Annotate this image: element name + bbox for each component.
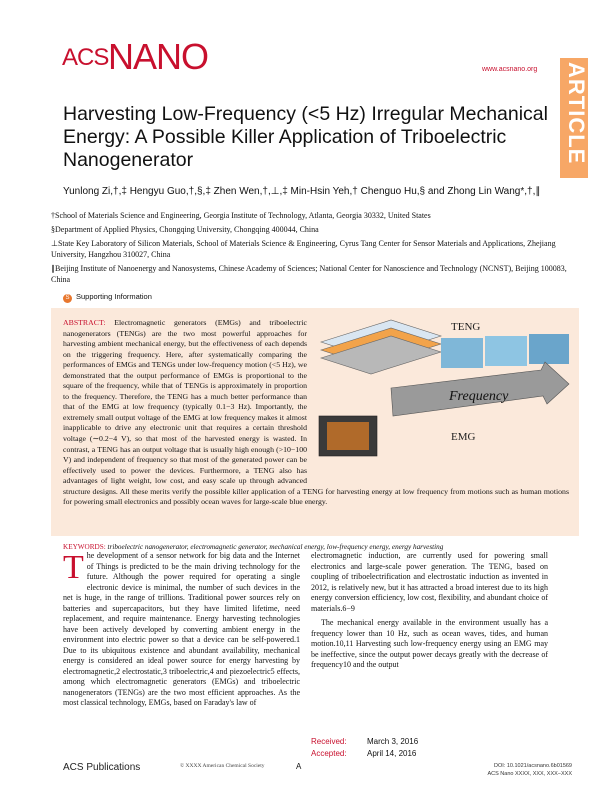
received-date: March 3, 2016	[367, 737, 419, 746]
copyright: © XXXX American Chemical Society	[180, 763, 265, 769]
received-label: Received:	[311, 737, 347, 746]
section-label: ARTICLE	[564, 62, 589, 165]
supporting-info-link[interactable]	[63, 292, 152, 303]
logo-nano: NANO	[108, 36, 209, 77]
abstract-box	[51, 308, 579, 536]
affiliation-2: §Department of Applied Physics, Chongqing University, Chongqing 400044, China	[51, 225, 319, 234]
frequency-label: Frequency	[449, 389, 509, 404]
abstract-text	[63, 318, 569, 508]
body-paragraph-2b: The mechanical energy available in the environment usually has a frequency lower than 10 Hz, such as ocean waves, tides, and human motion.10,11 Harvesting such low-frequency energy using an EMG may be ineffective, since the output power decays greatly with the decrease of frequency10 and the output	[311, 618, 548, 669]
accepted-label: Accepted:	[311, 749, 347, 758]
article-dates	[311, 736, 571, 760]
affiliation-3: ⊥State Key Laboratory of Silicon Materials, School of Materials Science & Engineering, Cyrus Tang Center for Sensor Materials and Applications, Zhejiang University, Hangzhou 310027, China	[51, 239, 556, 259]
journal-url[interactable]: www.acsnano.org	[482, 66, 538, 73]
keywords-list: triboelectric nanogenerator, electromagnetic generator, mechanical energy, low-frequency energy, energy harvesting	[107, 543, 444, 551]
affiliation-4: ∥Beijing Institute of Nanoenergy and Nanosystems, Chinese Academy of Sciences; National Center for Nanoscience and Technology (NCNST), Beijing 100083, China	[51, 264, 567, 284]
author-list: Yunlong Zi,†,‡ Hengyu Guo,†,§,‡ Zhen Wen,†,⊥,‡ Min-Hsin Yeh,† Chenguo Hu,§ and Zhong Lin Wang*,†,∥	[63, 186, 541, 197]
body-column-2	[311, 551, 548, 671]
page-number: A	[296, 762, 302, 771]
logo-acs: ACS	[62, 44, 109, 71]
journal-logo	[62, 38, 212, 84]
body-paragraph-2a: electromagnetic induction, are currently used for powering small electronics and large-scale power generation. The TENG, based on coupling of triboelectrification and electrostatic induction as invented in 2012, is relatively new, but it has attracted a broad interest due to its high energy conversion efficiency, low cost, flexibility, and abundant choice of materials.6−9	[311, 551, 548, 613]
info-icon: S	[63, 294, 72, 303]
paper-title: Harvesting Low-Frequency (<5 Hz) Irregular Mechanical Energy: A Possible Killer Application of Triboelectric Nanogenerator	[63, 103, 548, 171]
supporting-info-label: Supporting Information	[76, 292, 152, 301]
citation: ACS Nano XXXX, XXX, XXX−XXX	[487, 771, 572, 777]
affiliation-1: †School of Materials Science and Engineering, Georgia Institute of Technology, Atlanta, Georgia 30332, United States	[51, 211, 431, 220]
accepted-date: April 14, 2016	[367, 749, 417, 758]
drop-cap: T	[63, 549, 84, 586]
keywords	[63, 543, 443, 551]
abstract-label: ABSTRACT:	[63, 318, 106, 327]
publisher-logo: ACS Publications	[63, 762, 141, 773]
section-tab	[560, 58, 588, 178]
doi-link[interactable]: DOI: 10.1021/acsnano.6b01569	[494, 763, 572, 769]
body-column-1	[63, 551, 300, 709]
teng-label: TENG	[451, 321, 481, 333]
body-text-1: he development of a sensor network for big data and the Internet of Things is predicted to be the main driving technology for the future. Although the power required for operating a single electronic device is minimal, the number of such devices in the net is huge, in the range of trillions. Traditional power sources rely on batteries and supercapacitors, but they have limited lifetime, need replacement, and require maintenance. Energy harvesting technologies have been actively developed by converting ambient energy in the environment into electric power so that a device can be self-powered.1 Due to its ubiquitous existence and abundant availability, mechanical energy is considered an ideal power source for energy harvesting by electromagnetic,2 electrostatic,3 triboelectric,4 and piezoelectric5 effects, among which electromagnetic generators (EMGs) and triboelectric nanogenerators (TENGs) are the two most efficient approaches. As the most classical technology, EMGs, based on Faraday's law of	[63, 551, 300, 707]
page-footer	[0, 762, 600, 789]
keywords-label: KEYWORDS:	[63, 543, 106, 551]
abstract-body: Electromagnetic generators (EMGs) and triboelectric nanogenerators (TENGs) are the two most powerful approaches for harvesting ambient mechanical energy, but the effectiveness of each depends on the triggering frequency. Here, after systematically comparing the performances of EMGs and TENGs under low-frequency motion (<5 Hz), we demonstrated that the output performance of EMGs is proportional to the square of the frequency, while that of TENGs is approximately in proportion to the frequency. Therefore, the TENG has a much better performance than that of the EMG at low frequency (typically 0.1−3 Hz). Importantly, the extremely small output voltage of the EMG at low frequency makes it almost inapplicable to drive any electronic unit that requires a certain threshold voltage (∼0.2−4 V), so that most of the harvested energy is wasted. In contrast, a TENG has an output voltage that is usually high enough (>10−100 V) and independent of frequency so that most of the generated power can be effectively used to power the devices. Furthermore, a TENG also has advantages of light weight, low cost, and easy scale up through advanced structure designs. All these merits verify the possible killer application of a TENG for harvesting energy at low frequency from motions such as human motions for powering small electronics and possibly ocean waves for large-scale blue energy.	[63, 318, 569, 507]
doi-block	[487, 762, 572, 778]
emg-label: EMG	[451, 431, 476, 443]
